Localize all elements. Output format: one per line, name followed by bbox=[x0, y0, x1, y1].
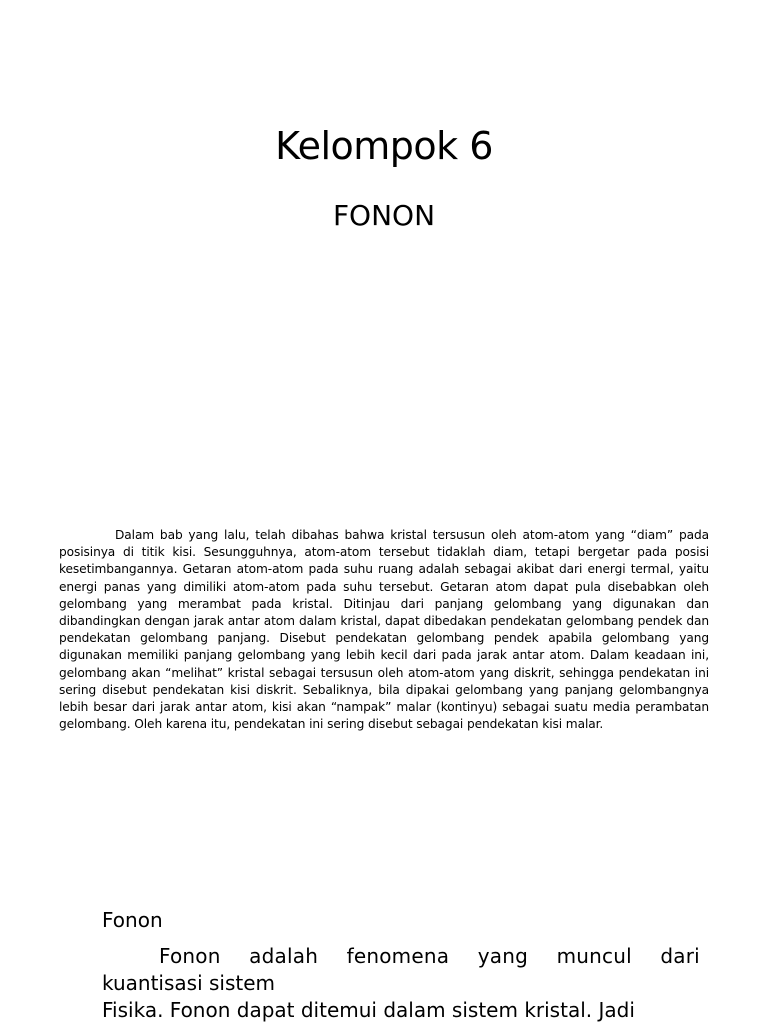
section-body bbox=[102, 943, 700, 1024]
section-line: kuantisasi sistem bbox=[102, 971, 276, 995]
page-title: Kelompok 6 bbox=[275, 124, 493, 168]
body-paragraph: Dalam bab yang lalu, telah dibahas bahwa kristal tersusun oleh atom-atom yang “diam” pada posisinya di titik kisi. Sesungguhnya, atom-atom tersebut tidaklah diam, tetapi bergetar pada posisi kesetimbangannya. Getaran atom-atom pada suhu ruang adalah sebagai akibat dari energi termal, yaitu energi panas yang dimiliki atom-atom pada suhu tersebut. Getaran atom dapat pula disebabkan oleh gelombang yang merambat pada kristal. Ditinjau dari panjang gelombang yang digunakan dan dibandingkan dengan jarak antar atom dalam kristal, dapat dibedakan pendekatan gelombang pendek dan pendekatan gelombang panjang. Disebut pendekatan gelombang pendek apabila gelombang yang digunakan memiliki panjang gelombang yang lebih kecil dari pada jarak antar atom. Dalam keadaan ini, gelombang akan “melihat” kristal sebagai tersusun oleh atom-atom yang diskrit, sehingga pendekatan ini sering disebut pendekatan kisi diskrit. Sebaliknya, bila dipakai gelombang yang panjang gelombangnya lebih besar dari jarak antar atom, kisi akan “nampak” malar (kontinyu) sebagai suatu media perambatan gelombang. Oleh karena itu, pendekatan ini sering disebut sebagai pendekatan kisi malar. bbox=[59, 528, 709, 732]
page-subtitle: FONON bbox=[332, 199, 436, 232]
section-heading: Fonon bbox=[102, 908, 163, 932]
section-line: Fonon adalah fenomena yang muncul dari bbox=[159, 944, 700, 968]
section-line: Fisika. Fonon dapat ditemui dalam sistem kristal. Jadi bbox=[102, 998, 635, 1022]
